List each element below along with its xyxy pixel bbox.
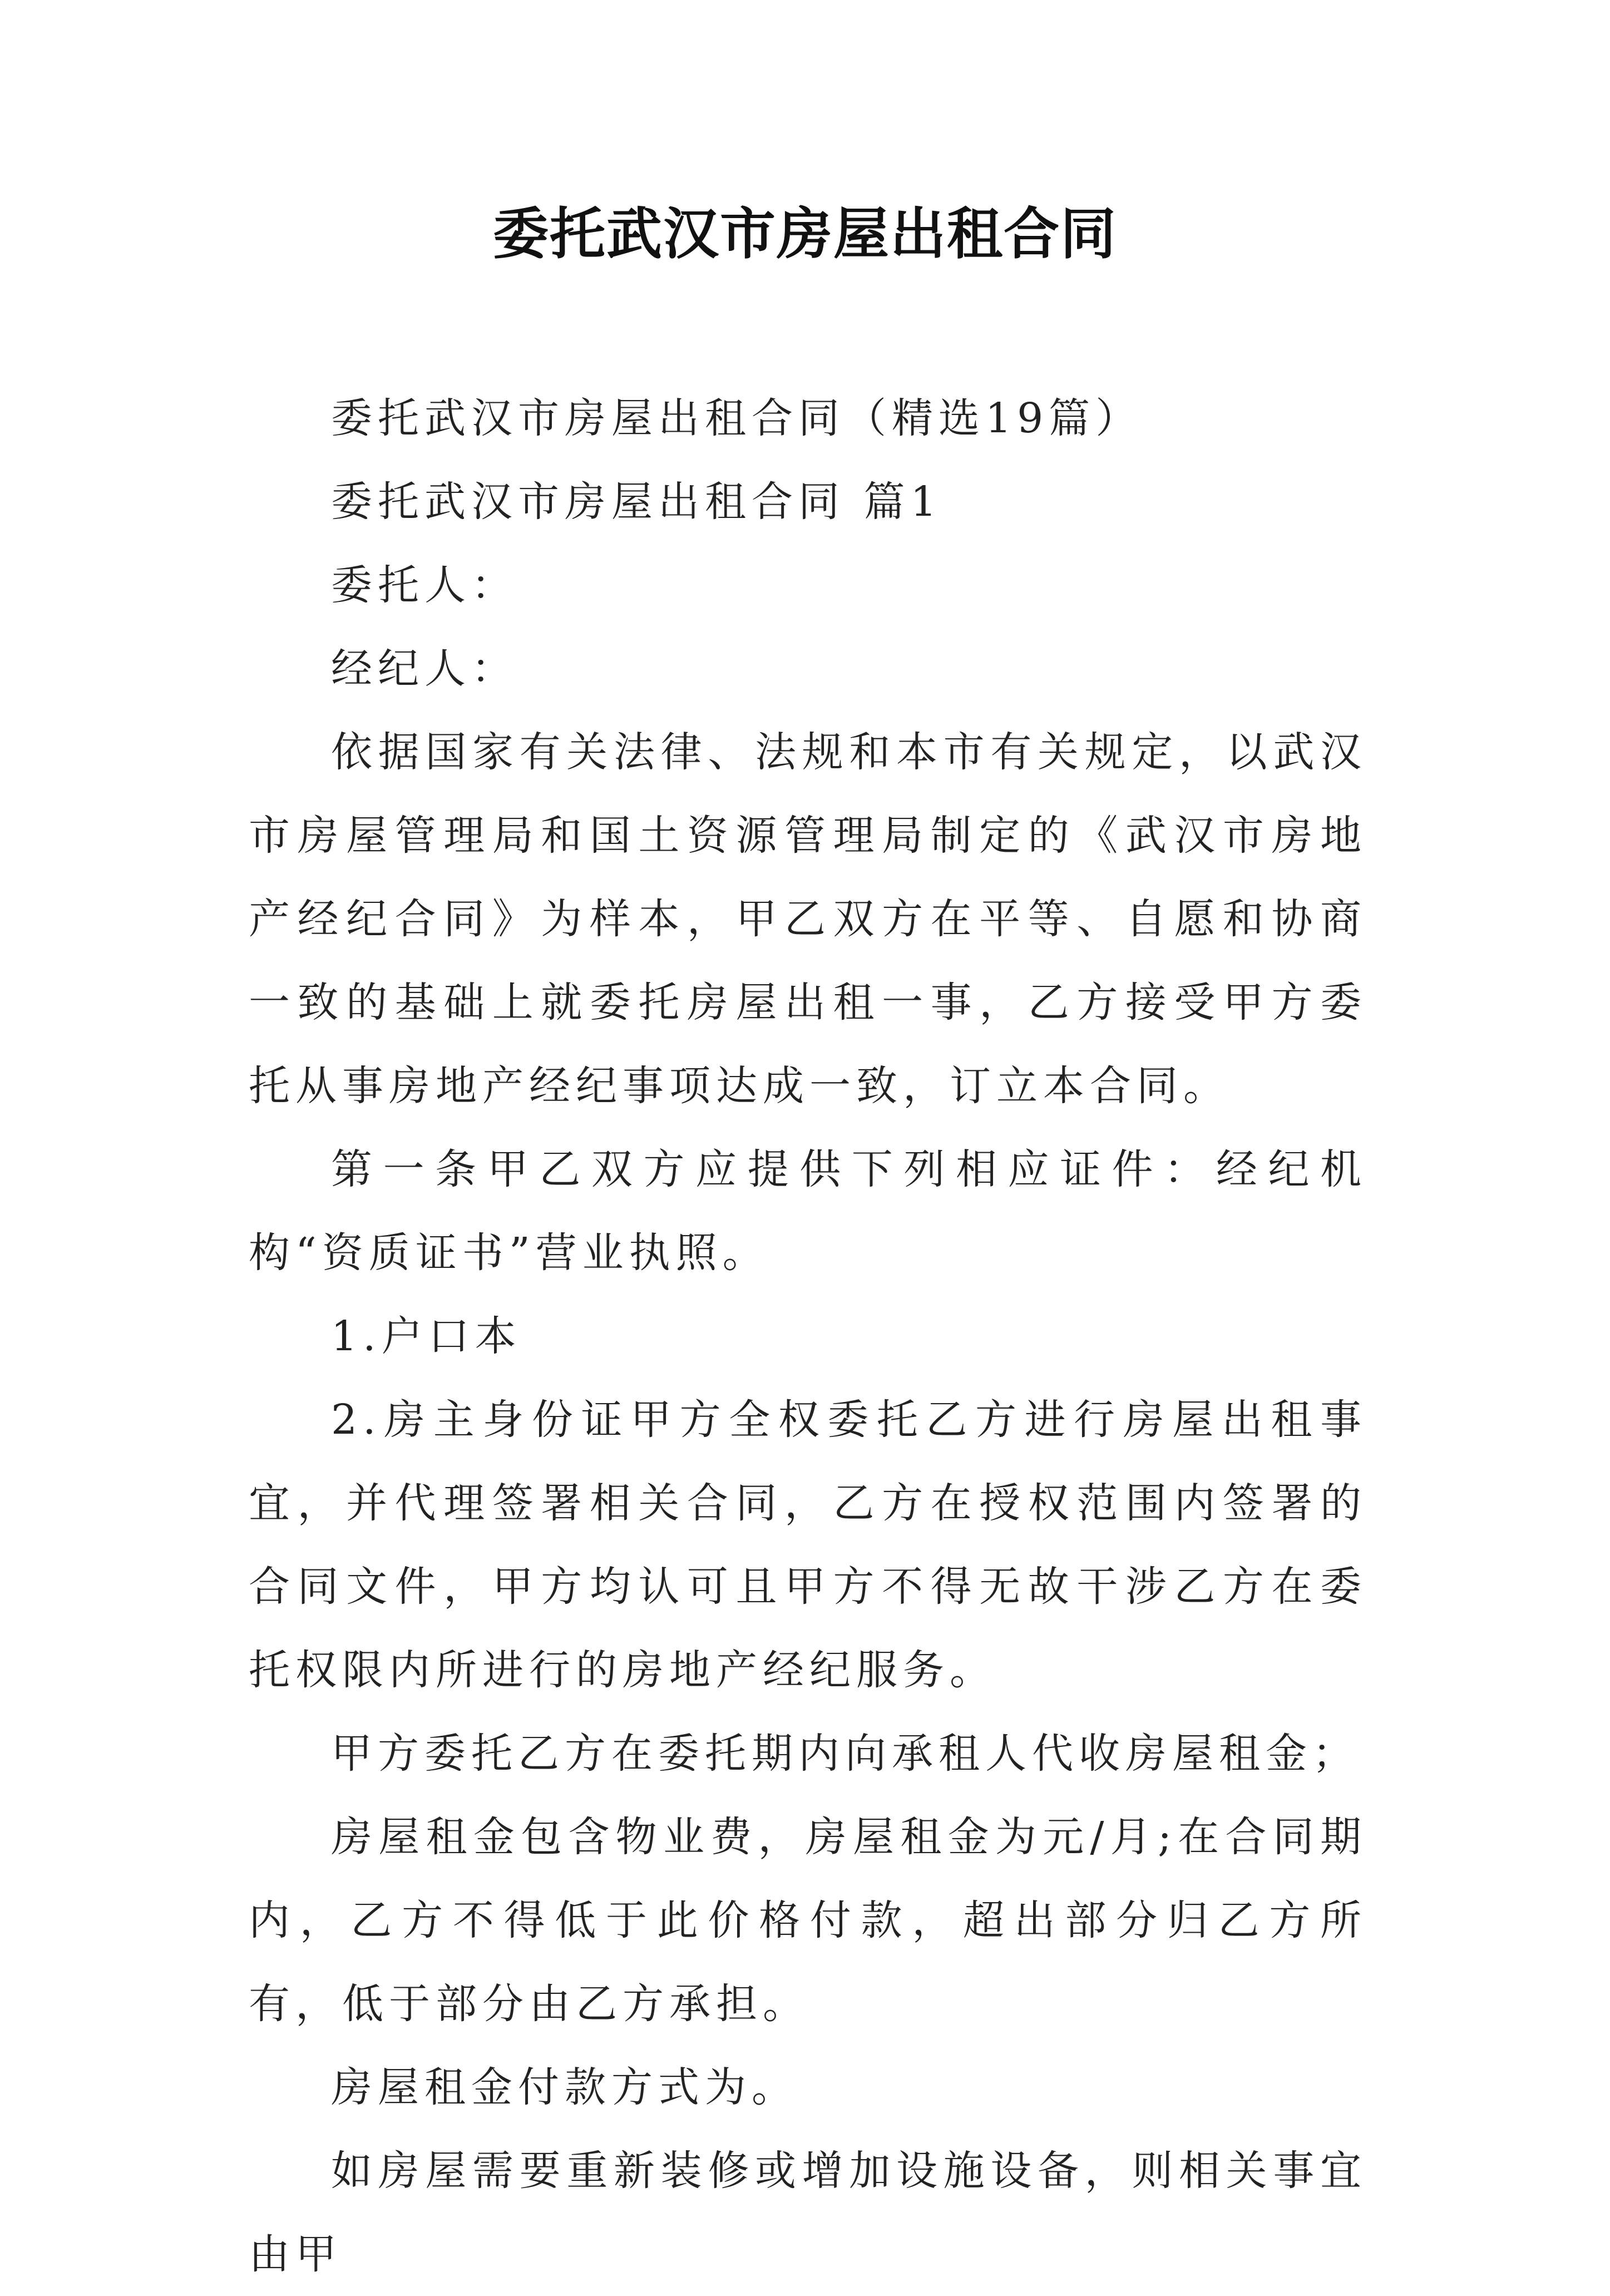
paragraph-item-1: 1.户口本 — [331, 1312, 522, 1360]
paragraph-preamble: 依据国家有关法律、法规和本市有关规定，以武汉市房屋管理局和国土资源管理局制定的《武汉市房地产经纪合同》为样本，甲乙双方在平等、自愿和协商一致的基础上就委托房屋出租一事，乙方接受甲方委托从事房地产经纪事项达成一致，订立本合同。 — [249, 728, 1367, 1110]
paragraph-principal: 委托人： — [331, 561, 518, 609]
document-title: 委托武汉市房屋出租合同 — [493, 201, 1117, 266]
paragraph-payment-method: 房屋租金付款方式为。 — [331, 2063, 798, 2111]
paragraph-renovation: 如房屋需要重新装修或增加设施设备，则相关事宜由甲 — [249, 2147, 1367, 2278]
paragraph-article-1: 第一条甲乙双方应提供下列相应证件：经纪机构“资质证书”营业执照。 — [249, 1145, 1367, 1277]
paragraph-subtitle: 委托武汉市房屋出租合同（精选19篇） — [331, 394, 1143, 442]
document-body — [249, 377, 1367, 2296]
paragraph-rent-collection: 甲方委托乙方在委托期内向承租人代收房屋租金； — [331, 1730, 1359, 1777]
paragraph-item-2: 2.房主身份证甲方全权委托乙方进行房屋出租事宜，并代理签署相关合同，乙方在授权范围内签署的合同文件，甲方均认可且甲方不得无故干涉乙方在委托权限内所进行的房地产经纪服务。 — [249, 1396, 1367, 1694]
paragraph-rent-amount: 房屋租金包含物业费，房屋租金为元/月;在合同期内，乙方不得低于此价格付款，超出部分归乙方所有，低于部分由乙方承担。 — [249, 1813, 1367, 2028]
paragraph-broker: 经纪人： — [331, 645, 518, 693]
paragraph-section-heading: 委托武汉市房屋出租合同 篇1 — [331, 478, 942, 526]
